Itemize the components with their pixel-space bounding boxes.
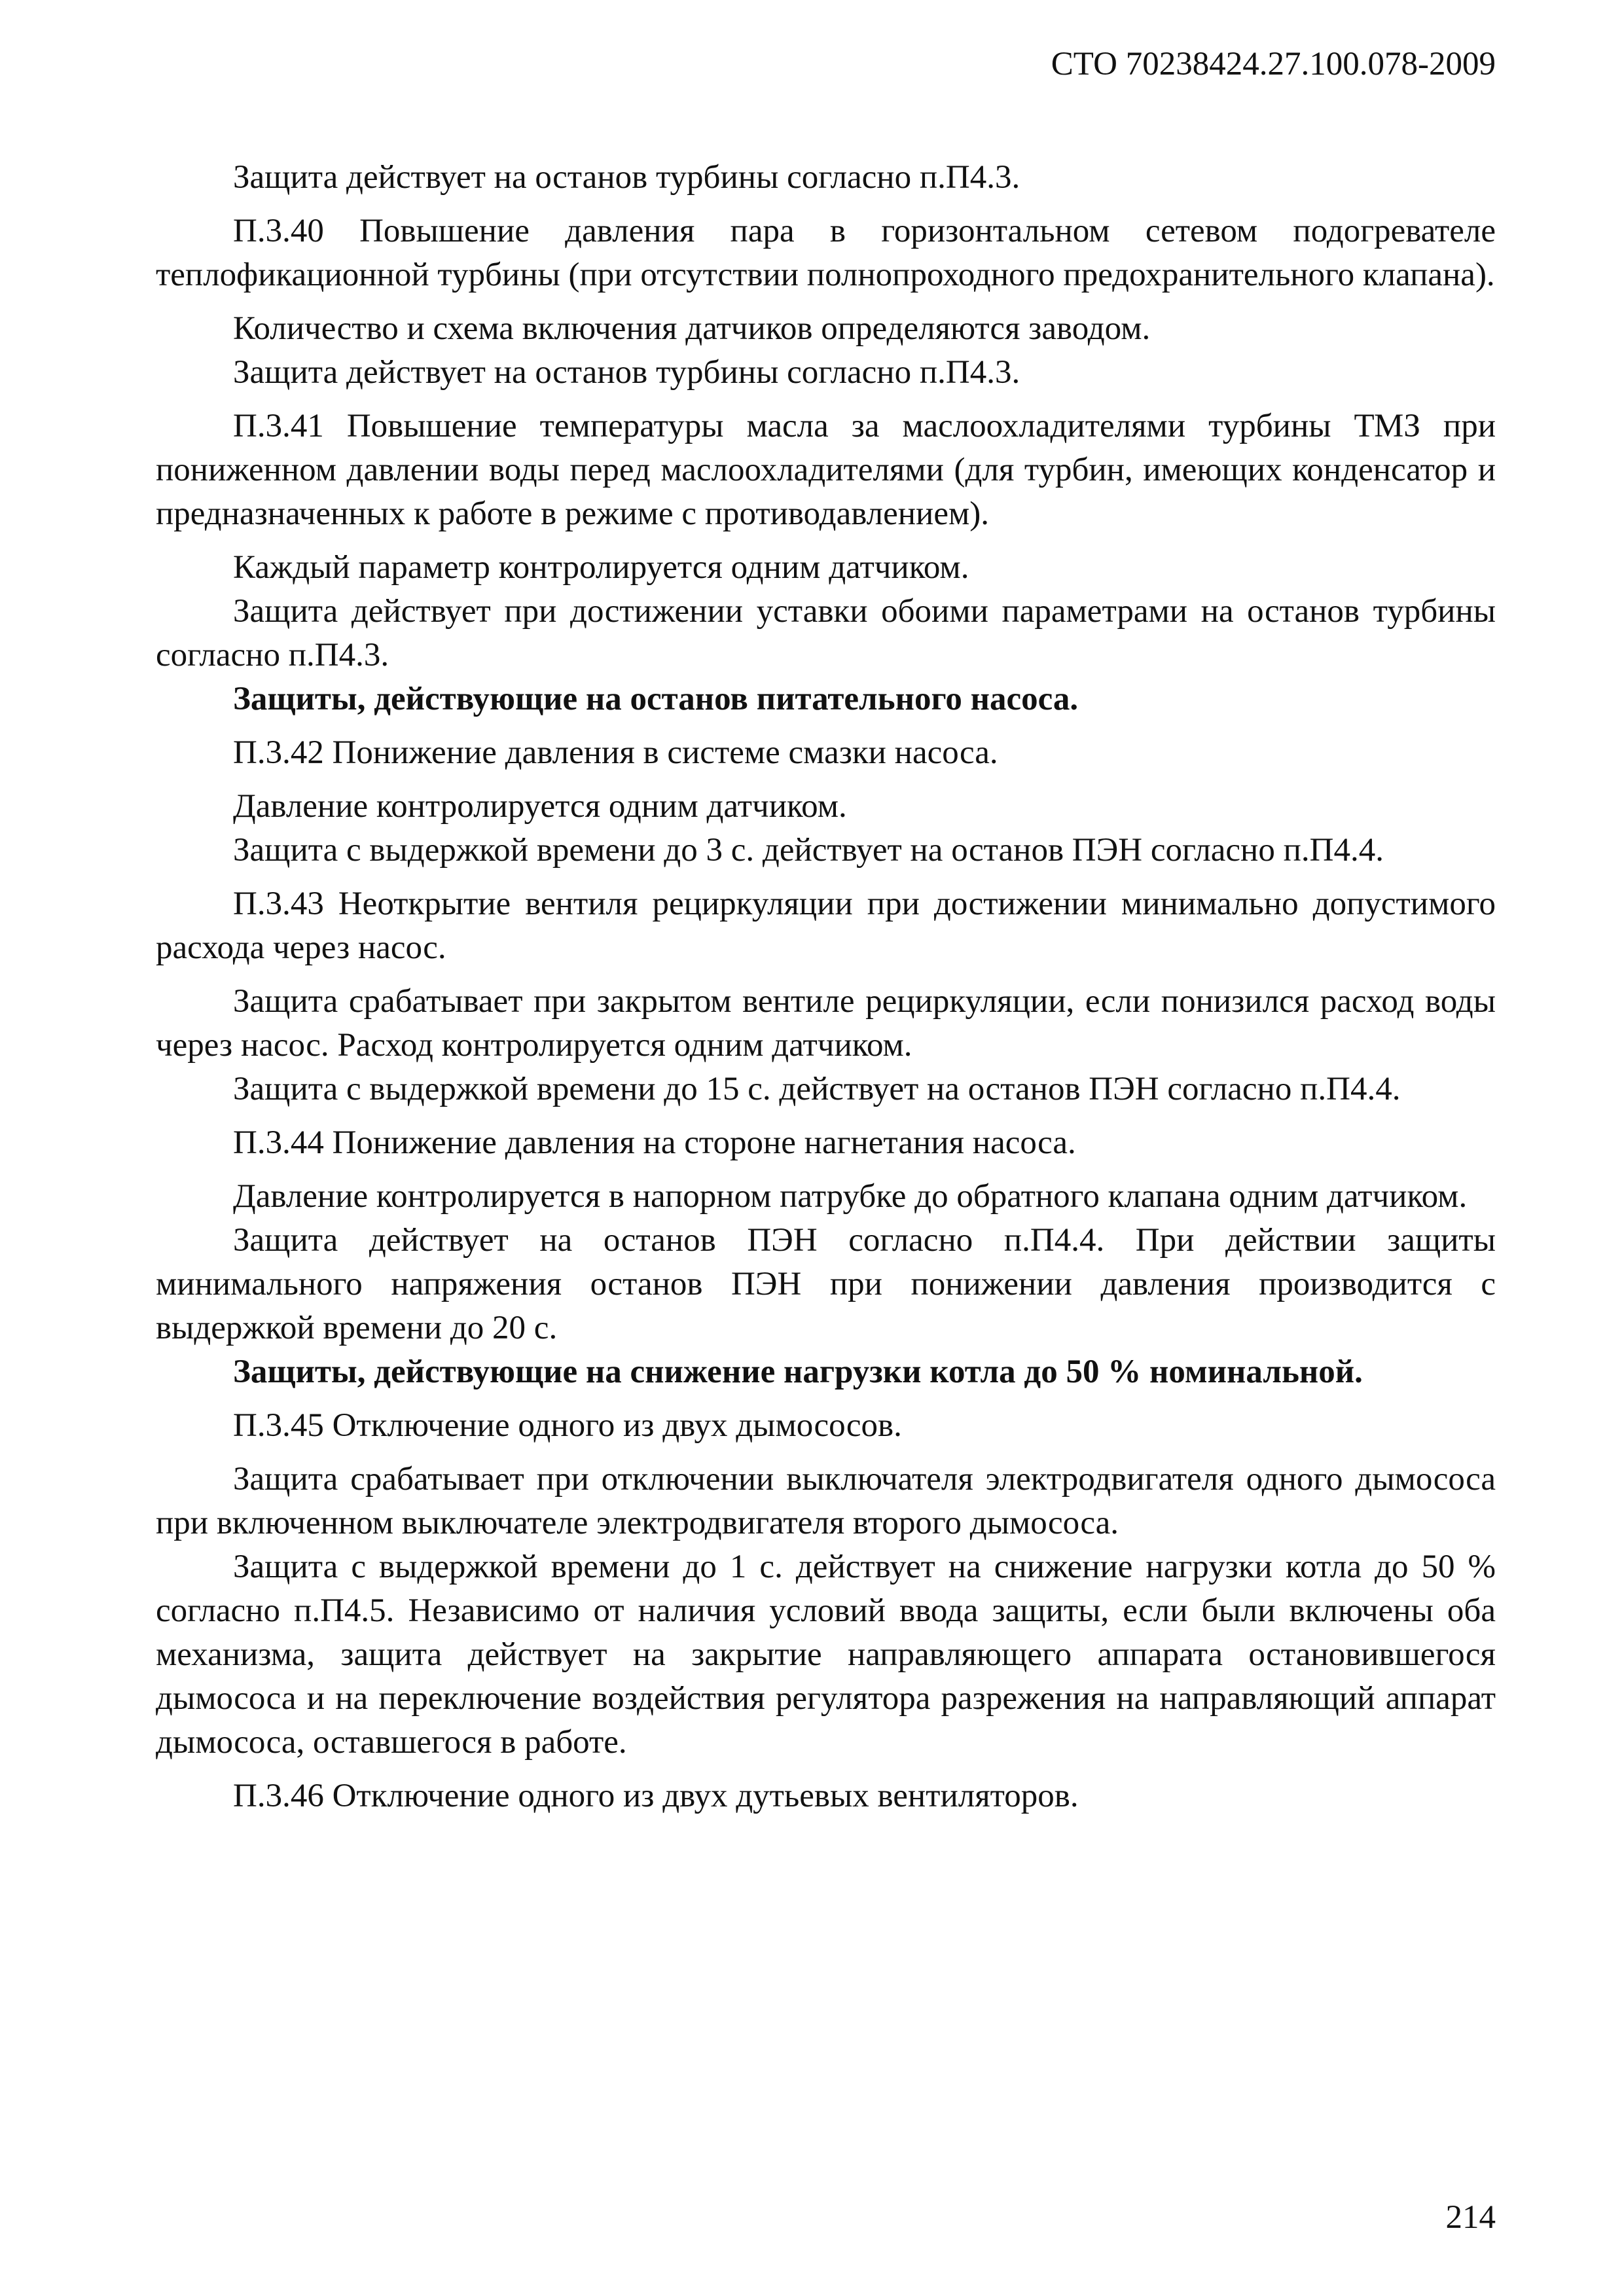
paragraph: Каждый параметр контролируется одним датчиком. — [233, 549, 969, 586]
clause-3-46: П.3.46 Отключение одного из двух дутьевых вентиляторов. — [233, 1778, 1079, 1814]
paragraph: Давление контролируется одним датчиком. — [233, 788, 847, 825]
clause-3-45: П.3.45 Отключение одного из двух дымососов. — [233, 1407, 902, 1444]
paragraph: Количество и схема включения датчиков определяются заводом. — [233, 310, 1151, 347]
clause-3-40: П.3.40 Повышение давления пара в горизонтальном сетевом подогревателе теплофикационной турбины (при отсутствии полнопроходного предохранительного клапана). — [156, 213, 1496, 293]
paragraph: Защита действует на останов турбины согласно п.П4.3. — [233, 159, 1020, 196]
paragraph: Защита действует на останов ПЭН согласно п.П4.4. При действии защиты минимального напряжения останов ПЭН при понижении давления производится с выдержкой времени до 20 с. — [156, 1222, 1496, 1346]
paragraph: Давление контролируется в напорном патрубке до обратного клапана одним датчиком. — [233, 1178, 1468, 1215]
section-heading-feed-pump: Защиты, действующие на останов питательного насоса. — [233, 681, 1079, 717]
clause-3-41: П.3.41 Повышение температуры масла за маслоохладителями турбины ТМЗ при пониженном давлении воды перед маслоохладителями (для турбин, имеющих конденсатор и предназначенных к работе в режиме с противодавлением). — [156, 408, 1496, 532]
clause-3-44: П.3.44 Понижение давления на стороне нагнетания насоса. — [233, 1124, 1076, 1161]
paragraph: Защита срабатывает при закрытом вентиле рециркуляции, если понизился расход воды через насос. Расход контролируется одним датчиком. — [156, 983, 1496, 1064]
paragraph: Защита действует при достижении уставки обоими параметрами на останов турбины согласно п.П4.3. — [156, 593, 1496, 673]
paragraph: Защита с выдержкой времени до 3 с. действует на останов ПЭН согласно п.П4.4. — [233, 832, 1384, 869]
document-code-header: СТО 70238424.27.100.078-2009 — [1051, 46, 1496, 82]
paragraph: Защита срабатывает при отключении выключателя электродвигателя одного дымососа при включенном выключателе электродвигателя второго дымососа. — [156, 1461, 1496, 1541]
paragraph: Защита с выдержкой времени до 1 с. действует на снижение нагрузки котла до 50 % согласно п.П4.5. Независимо от наличия условий ввода защиты, если были включены оба механизма, защита действует на закрытие направляющего аппарата остановившегося дымососа и на переключение воздействия регулятора разрежения на направляющий аппарат дымососа, оставшегося в работе. — [156, 1549, 1496, 1761]
paragraph: Защита действует на останов турбины согласно п.П4.3. — [233, 354, 1020, 391]
section-heading-boiler-load: Защиты, действующие на снижение нагрузки котла до 50 % номинальной. — [233, 1354, 1363, 1390]
page-body — [156, 156, 1496, 1818]
clause-3-42: П.3.42 Понижение давления в системе смазки насоса. — [233, 734, 998, 771]
paragraph: Защита с выдержкой времени до 15 с. действует на останов ПЭН согласно п.П4.4. — [233, 1071, 1401, 1107]
page-number: 214 — [1445, 2199, 1496, 2236]
clause-3-43: П.3.43 Неоткрытие вентиля рециркуляции при достижении минимально допустимого расхода через насос. — [156, 886, 1496, 966]
